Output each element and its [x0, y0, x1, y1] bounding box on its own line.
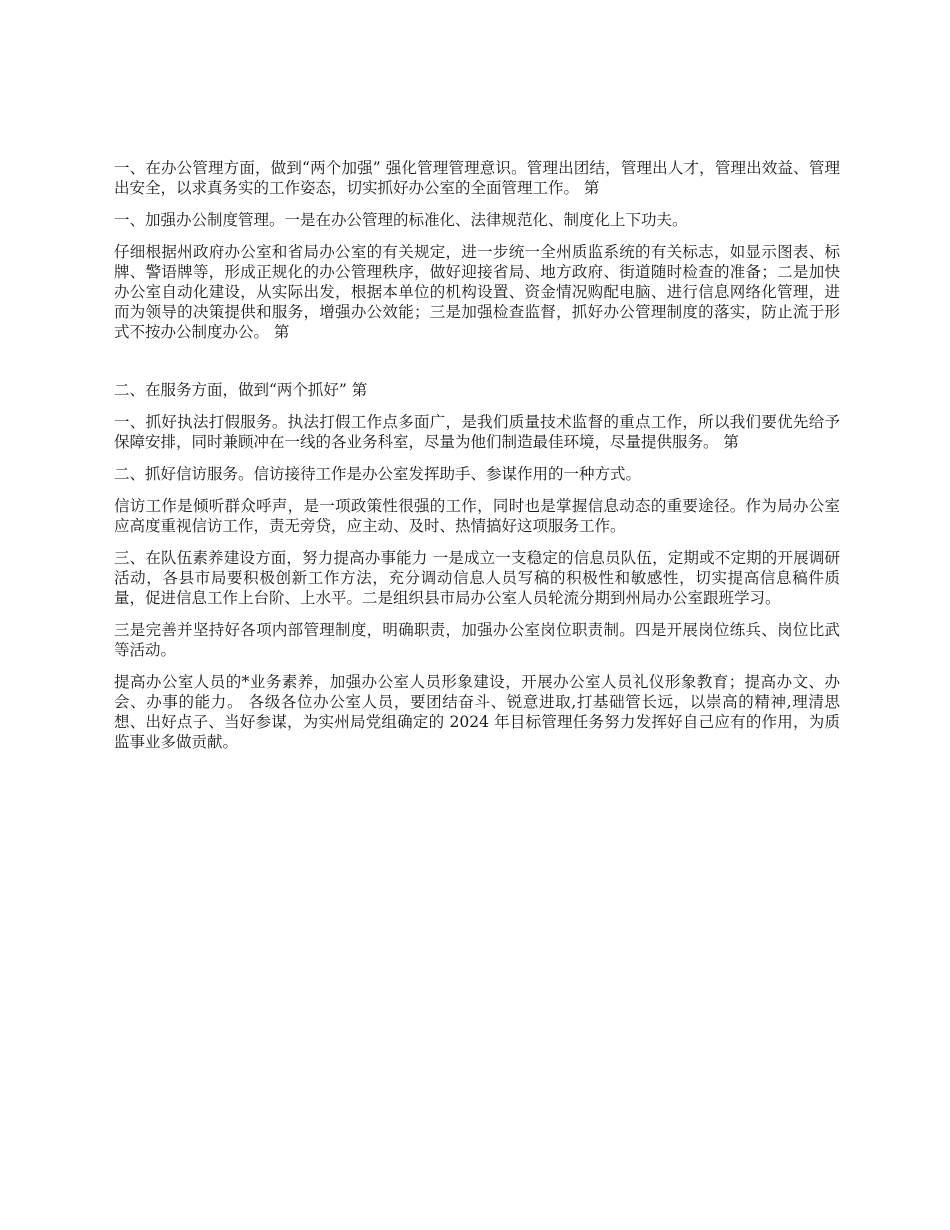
paragraph-petition-work: 信访工作是倾听群众呼声，是一项政策性很强的工作，同时也是掌握信息动态的重要途径。作为局办公室应高度重视信访工作，责无旁贷，应主动、及时、热情搞好这项服务工作。 [114, 497, 840, 535]
paragraph-conclusion: 提高办公室人员的*业务素养，加强办公室人员形象建设，开展办公室人员礼仪形象教育；提高办文、办会、办事的能力。 各级各位办公室人员，要团结奋斗、锐意进取,打基础管长远，以崇高的精神,理清思想、出好点子、当好参谋，为实州局党组确定的 2024 年目标管理任务努力发挥好自己应有的作用，为质监事业多做贡献。 [114, 673, 840, 751]
paragraph-team-building: 三、在队伍素养建设方面，努力提高办事能力 一是成立一支稳定的信息员队伍，定期或不定期的开展调研活动，各县市局要积极创新工作方法，充分调动信息人员写稿的积极性和敏感性，切实提高信息稿件质量，促进信息工作上台阶、上水平。二是组织县市局办公室人员轮流分期到州局办公室跟班学习。 [114, 549, 840, 607]
paragraph-office-management: 一、在办公管理方面，做到“两个加强” 强化管理管理意识。管理出团结，管理出人才，管理出效益、管理出安全，以求真务实的工作姿态，切实抓好办公室的全面管理工作。 第 [114, 159, 840, 197]
paragraph-petition-service: 二、抓好信访服务。信访接待工作是办公室发挥助手、参谋作用的一种方式。 [114, 465, 642, 483]
document-page [114, 158, 840, 764]
paragraph-internal-management: 三是完善并坚持好各项内部管理制度，明确职责，加强办公室岗位职责制。四是开展岗位练兵、岗位比武等活动。 [114, 621, 840, 659]
paragraph-law-enforcement-service: 一、抓好执法打假服务。执法打假工作点多面广，是我们质量技术监督的重点工作，所以我们要优先给予保障安排，同时兼顾冲在一线的各业务科室，尽量为他们制造最佳环境，尽量提供服务。 第 [114, 413, 840, 451]
paragraph-office-system: 一、加强办公制度管理。一是在办公管理的标准化、法律规范化、制度化上下功夫。 [114, 211, 688, 229]
paragraph-office-details: 仔细根据州政府办公室和省局办公室的有关规定，进一步统一全州质监系统的有关标志，如显示图表、标牌、警语牌等，形成正规化的办公管理秩序，做好迎接省局、地方政府、街道随时检查的准备；二是加快办公室自动化建设，从实际出发，根据本单位的机构设置、资金情况购配电脑、进行信息网络化管理，进而为领导的决策提供和服务，增强办公效能；三是加强检查监督，抓好办公管理制度的落实，防止流于形式不按办公制度办公。 第 [114, 243, 840, 341]
paragraph-service-heading: 二、在服务方面，做到“两个抓好” 第 [114, 381, 368, 399]
